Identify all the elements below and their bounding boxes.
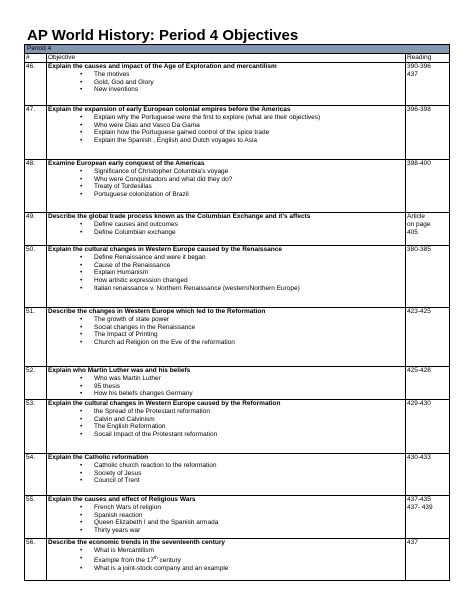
page-title: AP World History: Period 4 Objectives bbox=[27, 27, 299, 44]
subtopic-item: • 95 thesis bbox=[94, 383, 404, 391]
subtopic-item: • How artistic expression changed bbox=[94, 277, 404, 285]
subtopic-item: • Socail Impact of the Protestant reformation bbox=[94, 431, 404, 439]
objective-cell bbox=[47, 160, 406, 213]
objective-title: Explain the cultural changes in Western Europe caused by the Renaissance bbox=[48, 246, 282, 253]
objective-cell bbox=[47, 454, 406, 496]
objective-number: 49. bbox=[25, 213, 47, 246]
objective-subtopics bbox=[48, 254, 404, 293]
subtopic-item: • Italian renaissance v. Northern Renaissance (western/Northern Europe) bbox=[94, 285, 404, 293]
subtopic-item: • Significance of Christopher Columbia’s voyage bbox=[94, 168, 404, 176]
subtopic-item: • Gold, God and Glory bbox=[94, 79, 404, 87]
objective-subtopics bbox=[48, 462, 404, 485]
reading-pages bbox=[405, 213, 449, 246]
objective-title: Explain the expansion of early European colonial empires before the Americas bbox=[48, 106, 291, 113]
objective-number: 54. bbox=[25, 454, 47, 496]
objective-number: 53. bbox=[25, 400, 47, 454]
objective-number: 52. bbox=[25, 367, 47, 400]
reading-pages bbox=[405, 367, 449, 400]
subtopic-item: • Who were Dias and Vasco Da Gama bbox=[94, 122, 404, 130]
objective-subtopics bbox=[48, 547, 404, 573]
reading-line: 423-425 bbox=[406, 308, 431, 315]
objective-row bbox=[25, 246, 450, 308]
reading-line: Article bbox=[406, 213, 426, 220]
objective-subtopics bbox=[48, 71, 404, 94]
objective-row bbox=[25, 367, 450, 400]
reading-line: 437- 439 bbox=[406, 503, 433, 511]
subtopic-item: • Explain the Spanish , English and Dutch voyages to Asia bbox=[94, 137, 404, 145]
objective-row bbox=[25, 496, 450, 539]
objective-number: 48. bbox=[25, 160, 47, 213]
objective-cell bbox=[47, 539, 406, 581]
subtopic-item: • Define Columbian exchange bbox=[94, 229, 404, 237]
subtopic-item: • Thirty years war bbox=[94, 527, 404, 535]
subtopic-item: • The Impact of Printing bbox=[94, 331, 404, 339]
subtopic-item: • Spanish reaction bbox=[94, 512, 404, 520]
objective-number: 47. bbox=[25, 106, 47, 160]
objective-title: Describe the changes in Western Europe which led to the Reformation bbox=[48, 308, 266, 315]
objective-number: 50. bbox=[25, 246, 47, 308]
subtopic-item: • Who were Conquistadors and what did they do? bbox=[94, 176, 404, 184]
objective-cell bbox=[47, 400, 406, 454]
objective-title: Explain the causes and impact of the Age of Exploration and mercantilism bbox=[48, 63, 277, 70]
reading-line: 429-430 bbox=[406, 400, 431, 407]
objective-row bbox=[25, 63, 450, 106]
objective-subtopics bbox=[48, 114, 404, 145]
subtopic-item: • Social changes in the Renaissance bbox=[94, 324, 404, 332]
header-objective: Objective bbox=[47, 54, 406, 63]
objective-title: Explain who Martin Luther was and his beliefs bbox=[48, 367, 191, 374]
reading-pages bbox=[405, 160, 449, 213]
objective-cell bbox=[47, 63, 406, 106]
subtopic-item: • Explain how the Portuguese gained control of the spice trade bbox=[94, 129, 404, 137]
objective-row bbox=[25, 308, 450, 367]
objective-title: Explain the causes and effect of Religious Wars bbox=[48, 496, 196, 503]
objective-row bbox=[25, 106, 450, 160]
reading-line: on page bbox=[406, 220, 431, 228]
objective-row bbox=[25, 454, 450, 496]
subtopic-item: • the Spread of the Protestant reformation bbox=[94, 408, 404, 416]
objective-cell bbox=[47, 246, 406, 308]
reading-pages bbox=[405, 308, 449, 367]
subtopic-item: • The motives bbox=[94, 71, 404, 79]
objective-subtopics bbox=[48, 375, 404, 398]
subtopic-item: • Cause of the Renaissance bbox=[94, 262, 404, 270]
reading-pages bbox=[405, 246, 449, 308]
reading-line: 437-435 bbox=[406, 496, 431, 503]
objective-number: 55. bbox=[25, 496, 47, 539]
subtopic-item: • Explain why the Portuguese were the first to explore (what are their objectives) bbox=[94, 114, 404, 122]
objective-row bbox=[25, 160, 450, 213]
objective-cell bbox=[47, 367, 406, 400]
objective-cell bbox=[47, 213, 406, 246]
reading-line: 398-400 bbox=[406, 160, 431, 167]
subtopic-item: • Example from the 17th century bbox=[94, 555, 404, 565]
subtopic-item: • Council of Trent bbox=[94, 477, 404, 485]
reading-pages bbox=[405, 106, 449, 160]
header-row bbox=[25, 54, 450, 63]
objective-number: 46. bbox=[25, 63, 47, 106]
objective-number: 51. bbox=[25, 308, 47, 367]
header-num: # bbox=[25, 54, 47, 63]
objective-row bbox=[25, 213, 450, 246]
reading-line: 425-428 bbox=[406, 367, 431, 374]
objective-subtopics bbox=[48, 408, 404, 439]
objective-subtopics bbox=[48, 221, 404, 237]
subtopic-item: • What is Mercantilism bbox=[94, 547, 404, 555]
subtopic-item: • Define Renaissance and were it began bbox=[94, 254, 404, 262]
period-row bbox=[25, 45, 450, 54]
subtopic-item: • Define causes and outcomes bbox=[94, 221, 404, 229]
subtopic-item: • Society of Jesus bbox=[94, 470, 404, 478]
objective-title: Explain the cultural changes in Western Europe caused by the Reformation bbox=[48, 400, 281, 407]
objective-cell bbox=[47, 496, 406, 539]
reading-line: 437 bbox=[406, 70, 418, 78]
reading-line: 430-433 bbox=[406, 454, 431, 461]
reading-line: 396-398 bbox=[406, 106, 431, 113]
reading-line: 437 bbox=[406, 539, 418, 546]
subtopic-item: • Church ad Religion on the Eve of the reformation bbox=[94, 339, 404, 347]
objective-subtopics bbox=[48, 504, 404, 535]
subtopic-item: • French Wars of religion bbox=[94, 504, 404, 512]
subtopic-item: • How his beliefs changes Germany bbox=[94, 390, 404, 398]
reading-pages bbox=[405, 400, 449, 454]
header-reading: Reading bbox=[405, 54, 449, 63]
objective-row bbox=[25, 400, 450, 454]
objective-title: Explain the Catholic reformation bbox=[48, 454, 149, 461]
subtopic-item: • New inventions bbox=[94, 86, 404, 94]
objective-subtopics bbox=[48, 168, 404, 199]
reading-pages bbox=[405, 454, 449, 496]
objective-cell bbox=[47, 308, 406, 367]
reading-line: 380-385 bbox=[406, 246, 431, 253]
subtopic-item: • Who was Martin Luther bbox=[94, 375, 404, 383]
reading-line: 405 bbox=[406, 228, 418, 236]
objective-title: Examine European early conquest of the Americas bbox=[48, 160, 205, 167]
reading-pages bbox=[405, 496, 449, 539]
objective-title: Describe the economic trends in the seventeenth century bbox=[48, 539, 225, 546]
subtopic-item: • Calvin and Calvinism bbox=[94, 416, 404, 424]
objective-row bbox=[25, 539, 450, 581]
subtopic-item: • The English Reformation bbox=[94, 423, 404, 431]
subtopic-item: • What is a joint-stock company and an example bbox=[94, 565, 404, 573]
objective-cell bbox=[47, 106, 406, 160]
reading-pages bbox=[405, 63, 449, 106]
objective-title: Describe the global trade process known as the Columbian Exchange and it’s affects bbox=[48, 213, 311, 220]
subtopic-item: • Queen Elizabeth I and the Spanish armada bbox=[94, 519, 404, 527]
subtopic-item: • Portuguese colonization of Brazil bbox=[94, 191, 404, 199]
reading-pages bbox=[405, 539, 449, 581]
reading-line: 390-396 bbox=[406, 63, 431, 70]
subtopic-item: • Treaty of Tordesillas bbox=[94, 183, 404, 191]
subtopic-item: • Explain Humanism bbox=[94, 269, 404, 277]
objectives-table bbox=[24, 44, 450, 581]
objective-subtopics bbox=[48, 316, 404, 347]
objective-number: 56. bbox=[25, 539, 47, 581]
subtopic-item: • Catholic church reaction to the reformation bbox=[94, 462, 404, 470]
subtopic-item: • The growth of state power bbox=[94, 316, 404, 324]
period-label: Period 4 bbox=[25, 45, 450, 54]
